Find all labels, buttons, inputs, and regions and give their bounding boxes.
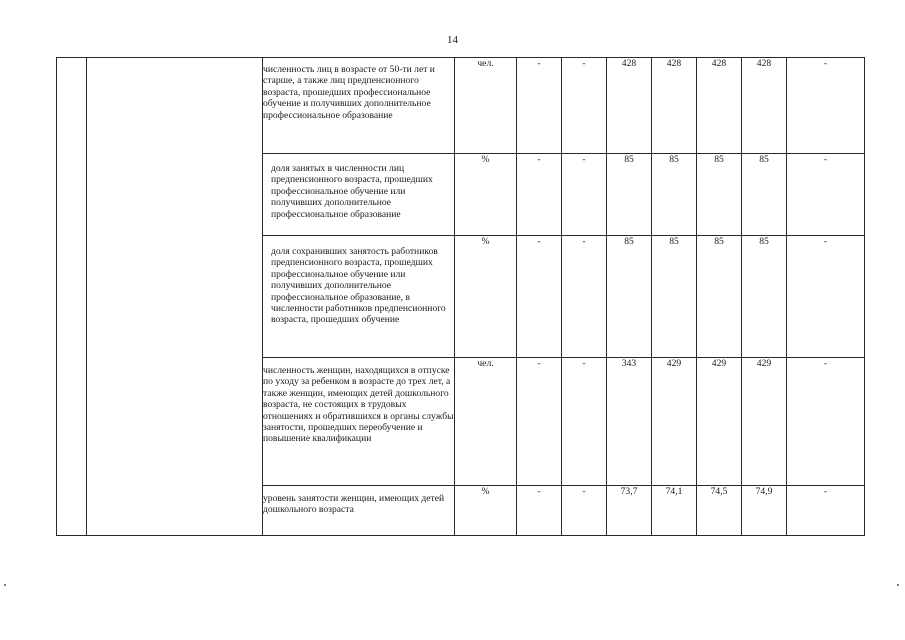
value-cell: 428: [697, 58, 742, 154]
value-cell: -: [517, 358, 562, 486]
value-cell: 85: [697, 236, 742, 358]
indicator-description: уровень занятости женщин, имеющих детей дошкольного возраста: [263, 486, 455, 536]
unit-cell: чел.: [455, 358, 517, 486]
scan-speck: [4, 584, 6, 586]
value-cell: -: [562, 58, 607, 154]
unit-cell: чел.: [455, 58, 517, 154]
value-cell: 85: [652, 154, 697, 236]
unit-cell: %: [455, 486, 517, 536]
indicators-table: [56, 57, 865, 536]
value-cell: 85: [607, 154, 652, 236]
value-cell: -: [787, 58, 865, 154]
value-cell: -: [562, 486, 607, 536]
value-cell: 428: [742, 58, 787, 154]
measure-name-cell: [87, 58, 263, 536]
value-cell: 85: [607, 236, 652, 358]
indicator-description: доля сохранивших занятость работников предпенсионного возраста, прошедших профессиональное обучение или получивших дополнительное профессиональное образование, в численности работников предпенсионного возраста, прошедших обучение: [263, 236, 455, 358]
value-cell: 74,5: [697, 486, 742, 536]
indicator-description: доля занятых в численности лиц предпенсионного возраста, прошедших профессиональное обучение или получивших дополнительное профессиональное образование: [263, 154, 455, 236]
table-row: [57, 58, 865, 154]
value-cell: -: [787, 236, 865, 358]
value-cell: -: [562, 154, 607, 236]
value-cell: 429: [697, 358, 742, 486]
value-cell: -: [787, 154, 865, 236]
value-cell: 85: [742, 154, 787, 236]
value-cell: 74,1: [652, 486, 697, 536]
page-number: 14: [447, 34, 458, 46]
indicator-description: численность женщин, находящихся в отпуске по уходу за ребенком в возрасте до трех лет, а также женщин, имеющих детей дошкольного возраста, не состоящих в трудовых отношениях и обратившихся в органы службы занятости, прошедших переобучение и повышение квалификации: [263, 358, 455, 486]
value-cell: 428: [607, 58, 652, 154]
indicator-description: численность лиц в возрасте от 50-ти лет и старше, а также лиц предпенсионного возраста, прошедших профессиональное обучение и получивших дополнительное профессиональное образование: [263, 58, 455, 154]
value-cell: 73,7: [607, 486, 652, 536]
value-cell: 343: [607, 358, 652, 486]
value-cell: 85: [742, 236, 787, 358]
value-cell: 74,9: [742, 486, 787, 536]
value-cell: 428: [652, 58, 697, 154]
value-cell: -: [787, 358, 865, 486]
value-cell: -: [517, 486, 562, 536]
unit-cell: %: [455, 154, 517, 236]
value-cell: -: [517, 236, 562, 358]
value-cell: -: [787, 486, 865, 536]
value-cell: 85: [697, 154, 742, 236]
unit-cell: %: [455, 236, 517, 358]
value-cell: 429: [652, 358, 697, 486]
row-number-cell: [57, 58, 87, 536]
value-cell: 429: [742, 358, 787, 486]
value-cell: -: [562, 236, 607, 358]
value-cell: -: [517, 58, 562, 154]
value-cell: -: [562, 358, 607, 486]
value-cell: -: [517, 154, 562, 236]
scan-speck: [897, 584, 899, 586]
value-cell: 85: [652, 236, 697, 358]
